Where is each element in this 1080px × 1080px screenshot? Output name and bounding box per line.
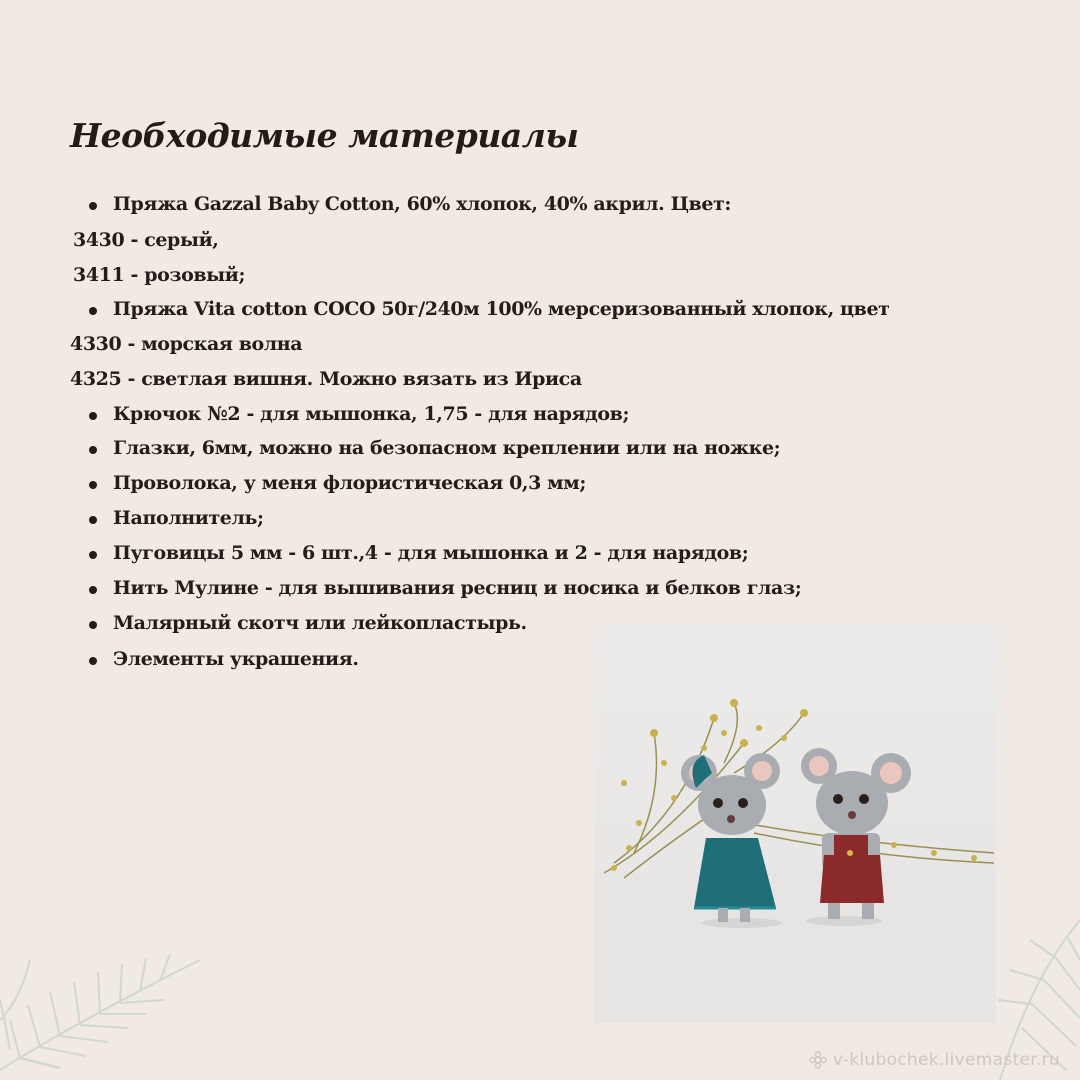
list-item-continuation: 3411 - розовый; xyxy=(73,264,246,286)
crochet-mice-illustration xyxy=(594,623,996,1023)
list-item: Пряжа Gazzal Baby Cotton, 60% хлопок, 40% акрил. Цвет: xyxy=(113,193,732,215)
flower-icon xyxy=(809,1051,827,1069)
list-item: Крючок №2 - для мышонка, 1,75 - для нарядов; xyxy=(113,403,630,425)
list-item: Проволока, у меня флористическая 0,3 мм; xyxy=(113,472,586,494)
watermark-text: v-klubochek.livemaster.ru xyxy=(832,1050,1060,1070)
product-photo xyxy=(594,623,996,1023)
list-item: Наполнитель; xyxy=(113,507,264,529)
list-item: Пуговицы 5 мм - 6 шт.,4 - для мышонка и 2 - для нарядов; xyxy=(113,542,749,564)
list-item: Пряжа Vita cotton COCO 50г/240м 100% мерсеризованный хлопок, цвет xyxy=(113,298,890,320)
list-item: Малярный скотч или лейкопластырь. xyxy=(113,612,527,634)
list-item-continuation: 4325 - светлая вишня. Можно вязать из Ириса xyxy=(70,368,582,390)
list-item-continuation: 4330 - морская волна xyxy=(70,333,303,355)
list-item: Нить Мулине - для вышивания ресниц и носика и белков глаз; xyxy=(113,577,802,599)
mouse-teal-dress xyxy=(681,753,782,928)
list-item: Элементы украшения. xyxy=(113,648,359,670)
list-item: Глазки, 6мм, можно на безопасном креплении или на ножке; xyxy=(113,437,781,459)
list-item-continuation: 3430 - серый, xyxy=(73,229,219,251)
watermark xyxy=(809,1050,1060,1070)
page-title: Необходимые материалы xyxy=(70,116,579,155)
palm-leaf-decoration-left xyxy=(0,900,260,1080)
